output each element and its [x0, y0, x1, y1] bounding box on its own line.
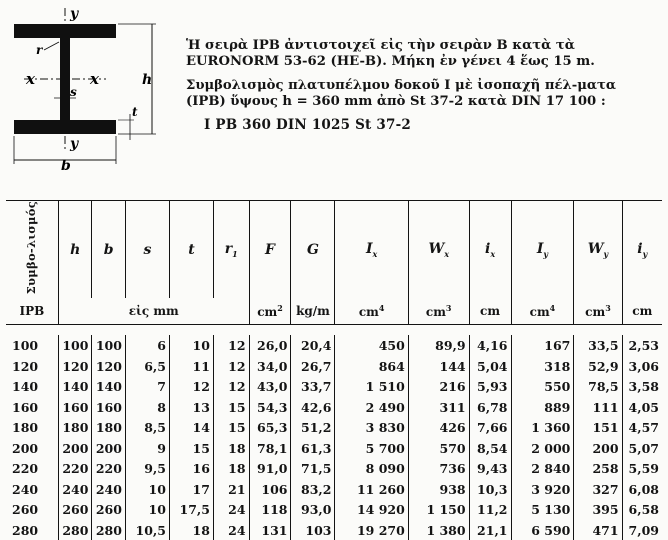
header-Wy [574, 201, 622, 299]
cell-Wy: 327 [574, 479, 622, 500]
cell-s: 10,5 [125, 520, 169, 540]
header-unit-row [6, 298, 662, 325]
unit-Wx [408, 298, 469, 325]
unit-Iy-main: cm [529, 305, 550, 320]
cell-Wx: 1 150 [408, 499, 469, 520]
header-name [6, 201, 58, 299]
table-row [6, 376, 662, 397]
cell-b: 180 [92, 417, 126, 438]
cell-r1: 12 [213, 376, 249, 397]
cell-iy: 5,07 [622, 438, 662, 459]
header-name-vertical: Συμβο-λισμός [24, 201, 39, 295]
header-Ix-sub: x [372, 248, 378, 259]
unit-Ix [335, 298, 408, 325]
cell-t: 16 [169, 458, 213, 479]
cell-Wx: 1 380 [408, 520, 469, 540]
cell-Wx: 736 [408, 458, 469, 479]
unit-Iy [511, 298, 574, 325]
cell-r1: 15 [213, 417, 249, 438]
header-ipb: IPB [19, 304, 45, 319]
cell-t: 17,5 [169, 499, 213, 520]
cell-h: 140 [58, 376, 92, 397]
cell-Iy: 167 [511, 335, 574, 356]
unit-Iy-sup: 4 [549, 303, 556, 314]
cell-b: 240 [92, 479, 126, 500]
cell-Wy: 52,9 [574, 356, 622, 377]
cell-G: 42,6 [291, 397, 335, 418]
cell-h: 220 [58, 458, 92, 479]
cell-r1: 21 [213, 479, 249, 500]
header-iy-main: i [637, 240, 643, 257]
cell-F: 91,0 [249, 458, 291, 479]
intro-designation-note: Συμβολισμὸς πλατυπέλμου δοκοῦ I μὲ ἰσοπαχῆ πέλ-ματα (IPB) ὕψους h = 360 mm ἀπὸ St 37-2 κατὰ DIN 17 100 : [186, 78, 617, 109]
cell-Ix: 19 270 [335, 520, 408, 540]
cell-Wy: 395 [574, 499, 622, 520]
ipb-properties-table [6, 200, 662, 540]
cell-G: 83,2 [291, 479, 335, 500]
cell-iy: 6,58 [622, 499, 662, 520]
header-s: s [125, 201, 169, 299]
header-Ix [335, 201, 408, 299]
cell-t: 10 [169, 335, 213, 356]
cell-Ix: 8 090 [335, 458, 408, 479]
table-row [6, 520, 662, 540]
cell-h: 100 [58, 335, 92, 356]
cell-iy: 2,53 [622, 335, 662, 356]
table-row [6, 479, 662, 500]
label-x-left: x [26, 70, 35, 88]
ipb-cross-section-diagram [4, 4, 174, 172]
cell-t: 13 [169, 397, 213, 418]
header-Ix-main: I [365, 240, 373, 257]
unit-F [249, 298, 291, 325]
cell-h: 200 [58, 438, 92, 459]
cell-h: 180 [58, 417, 92, 438]
cell-b: 220 [92, 458, 126, 479]
cell-n: 280 [12, 522, 39, 538]
cell-t: 14 [169, 417, 213, 438]
cell-Wx: 570 [408, 438, 469, 459]
cell-F: 43,0 [249, 376, 291, 397]
cell-t: 15 [169, 438, 213, 459]
header-r1-sub: 1 [232, 248, 238, 259]
cell-F: 106 [249, 479, 291, 500]
cell-t: 17 [169, 479, 213, 500]
cell-iy: 3,58 [622, 376, 662, 397]
cell-t: 18 [169, 520, 213, 540]
cell-n: 100 [12, 338, 39, 354]
header-Iy-sub: y [543, 248, 549, 259]
cell-t: 12 [169, 376, 213, 397]
cell-G: 33,7 [291, 376, 335, 397]
cell-ix: 4,16 [469, 335, 511, 356]
table-row [6, 458, 662, 479]
cell-Iy: 889 [511, 397, 574, 418]
cell-ix: 21,1 [469, 520, 511, 540]
cell-s: 8 [125, 397, 169, 418]
table-row [6, 417, 662, 438]
cell-ix: 6,78 [469, 397, 511, 418]
cell-r1: 12 [213, 335, 249, 356]
cell-Ix: 1 510 [335, 376, 408, 397]
unit-Ix-sup: 4 [378, 303, 385, 314]
cell-n: 140 [12, 379, 39, 395]
cell-Iy: 2 000 [511, 438, 574, 459]
cell-h: 280 [58, 520, 92, 540]
cell-ix: 10,3 [469, 479, 511, 500]
cell-h: 120 [58, 356, 92, 377]
cell-Iy: 2 840 [511, 458, 574, 479]
cell-iy: 4,05 [622, 397, 662, 418]
cell-t: 11 [169, 356, 213, 377]
cell-Ix: 450 [335, 335, 408, 356]
cell-b: 140 [92, 376, 126, 397]
header-h: h [58, 201, 92, 299]
label-t: t [132, 105, 138, 119]
label-x-right: x [90, 70, 99, 88]
cell-s: 6,5 [125, 356, 169, 377]
cell-Wx: 311 [408, 397, 469, 418]
cell-r1: 18 [213, 438, 249, 459]
cell-b: 120 [92, 356, 126, 377]
cell-n: 160 [12, 399, 39, 415]
cell-b: 160 [92, 397, 126, 418]
cell-h: 260 [58, 499, 92, 520]
label-y-bottom: y [70, 136, 79, 152]
header-G: G [291, 201, 335, 299]
cell-F: 65,3 [249, 417, 291, 438]
cell-G: 51,2 [291, 417, 335, 438]
table-row [6, 397, 662, 418]
header-Iy [511, 201, 574, 299]
cell-n: 220 [12, 461, 39, 477]
cell-ix: 5,04 [469, 356, 511, 377]
cell-r1: 18 [213, 458, 249, 479]
unit-mm: εἰς mm [58, 298, 249, 325]
cell-iy: 6,08 [622, 479, 662, 500]
header-Wx-main: W [428, 240, 445, 257]
cell-ix: 11,2 [469, 499, 511, 520]
cell-Wx: 216 [408, 376, 469, 397]
cell-Ix: 5 700 [335, 438, 408, 459]
intro-text [186, 38, 660, 143]
header-b: b [92, 201, 126, 299]
cell-n: 180 [12, 420, 39, 436]
cell-G: 61,3 [291, 438, 335, 459]
cell-G: 93,0 [291, 499, 335, 520]
cell-r1: 24 [213, 520, 249, 540]
cell-Wy: 78,5 [574, 376, 622, 397]
cell-Iy: 3 920 [511, 479, 574, 500]
cell-F: 78,1 [249, 438, 291, 459]
cell-Wx: 938 [408, 479, 469, 500]
table-row [6, 499, 662, 520]
cell-r1: 12 [213, 356, 249, 377]
cell-F: 54,3 [249, 397, 291, 418]
cell-Ix: 3 830 [335, 417, 408, 438]
cell-F: 34,0 [249, 356, 291, 377]
cell-r1: 15 [213, 397, 249, 418]
cell-n: 240 [12, 481, 39, 497]
unit-G: kg/m [291, 298, 335, 325]
cell-ix: 5,93 [469, 376, 511, 397]
unit-iy: cm [622, 298, 662, 325]
cell-Wy: 33,5 [574, 335, 622, 356]
cell-ix: 8,54 [469, 438, 511, 459]
header-Iy-main: I [536, 240, 544, 257]
cell-s: 7 [125, 376, 169, 397]
header-Wy-main: W [587, 240, 604, 257]
cell-r1: 24 [213, 499, 249, 520]
header-Wx [408, 201, 469, 299]
header-ix-main: i [484, 240, 491, 257]
cell-s: 6 [125, 335, 169, 356]
cell-F: 26,0 [249, 335, 291, 356]
cell-ix: 7,66 [469, 417, 511, 438]
cell-G: 20,4 [291, 335, 335, 356]
header-F: F [249, 201, 291, 299]
cell-Iy: 6 590 [511, 520, 574, 540]
table-row [6, 335, 662, 356]
cell-n: 120 [12, 358, 39, 374]
header-symbol-row [6, 201, 662, 299]
label-y-top: y [70, 6, 79, 22]
cell-b: 200 [92, 438, 126, 459]
cell-Iy: 5 130 [511, 499, 574, 520]
cell-s: 10 [125, 499, 169, 520]
header-ix-sub: x [490, 248, 496, 259]
cell-b: 100 [92, 335, 126, 356]
cell-iy: 4,57 [622, 417, 662, 438]
header-iy [622, 201, 662, 299]
unit-ix: cm [469, 298, 511, 325]
header-r1 [213, 201, 249, 299]
cell-n: 260 [12, 502, 39, 518]
table-row [6, 356, 662, 377]
cell-Ix: 11 260 [335, 479, 408, 500]
cell-Ix: 864 [335, 356, 408, 377]
cell-Ix: 14 920 [335, 499, 408, 520]
cell-Iy: 1 360 [511, 417, 574, 438]
cell-Wx: 144 [408, 356, 469, 377]
header-divider [6, 325, 662, 336]
table-row [6, 438, 662, 459]
cell-b: 260 [92, 499, 126, 520]
cell-Wy: 258 [574, 458, 622, 479]
header-iy-sub: y [642, 248, 648, 259]
cell-Iy: 550 [511, 376, 574, 397]
cell-s: 8,5 [125, 417, 169, 438]
intro-series-note: Ἡ σειρὰ IPB ἀντιστοιχεῖ εἰς τὴν σειρὰν B κατὰ τὰ EURONORM 53-62 (HE-B). Μήκη ἐν γένει 4 ἕως 15 m. [186, 38, 595, 69]
cell-Ix: 2 490 [335, 397, 408, 418]
designation-example: I PB 360 DIN 1025 St 37-2 [204, 117, 411, 133]
header-t: t [169, 201, 213, 299]
cell-iy: 5,59 [622, 458, 662, 479]
header-r1-main: r [224, 240, 233, 257]
unit-F-sup: 2 [277, 303, 283, 314]
cell-s: 10 [125, 479, 169, 500]
label-h: h [142, 72, 153, 88]
unit-Wy-sup: 3 [605, 303, 611, 314]
cell-h: 240 [58, 479, 92, 500]
cell-Wy: 151 [574, 417, 622, 438]
cell-n: 200 [12, 440, 39, 456]
cell-s: 9,5 [125, 458, 169, 479]
cell-Wy: 200 [574, 438, 622, 459]
unit-Wx-main: cm [425, 305, 446, 320]
cell-h: 160 [58, 397, 92, 418]
cell-G: 103 [291, 520, 335, 540]
unit-F-main: cm [257, 305, 278, 320]
unit-Wy [574, 298, 622, 325]
cell-s: 9 [125, 438, 169, 459]
label-b: b [61, 158, 71, 172]
cell-ix: 9,43 [469, 458, 511, 479]
cell-F: 131 [249, 520, 291, 540]
unit-Wx-sup: 3 [445, 303, 452, 314]
table-body [6, 335, 662, 540]
header-Wx-sub: x [444, 248, 449, 259]
header-ix [469, 201, 511, 299]
cell-Wx: 89,9 [408, 335, 469, 356]
cell-b: 280 [92, 520, 126, 540]
cell-F: 118 [249, 499, 291, 520]
label-r: r [36, 43, 43, 57]
cell-Wy: 471 [574, 520, 622, 540]
cell-G: 71,5 [291, 458, 335, 479]
unit-Wy-main: cm [585, 305, 606, 320]
label-s: s [70, 85, 77, 99]
cell-iy: 3,06 [622, 356, 662, 377]
header-Wy-sub: y [603, 248, 609, 259]
unit-Ix-main: cm [358, 305, 379, 320]
cell-Iy: 318 [511, 356, 574, 377]
cell-Wy: 111 [574, 397, 622, 418]
cell-G: 26,7 [291, 356, 335, 377]
cell-iy: 7,09 [622, 520, 662, 540]
cell-Wx: 426 [408, 417, 469, 438]
